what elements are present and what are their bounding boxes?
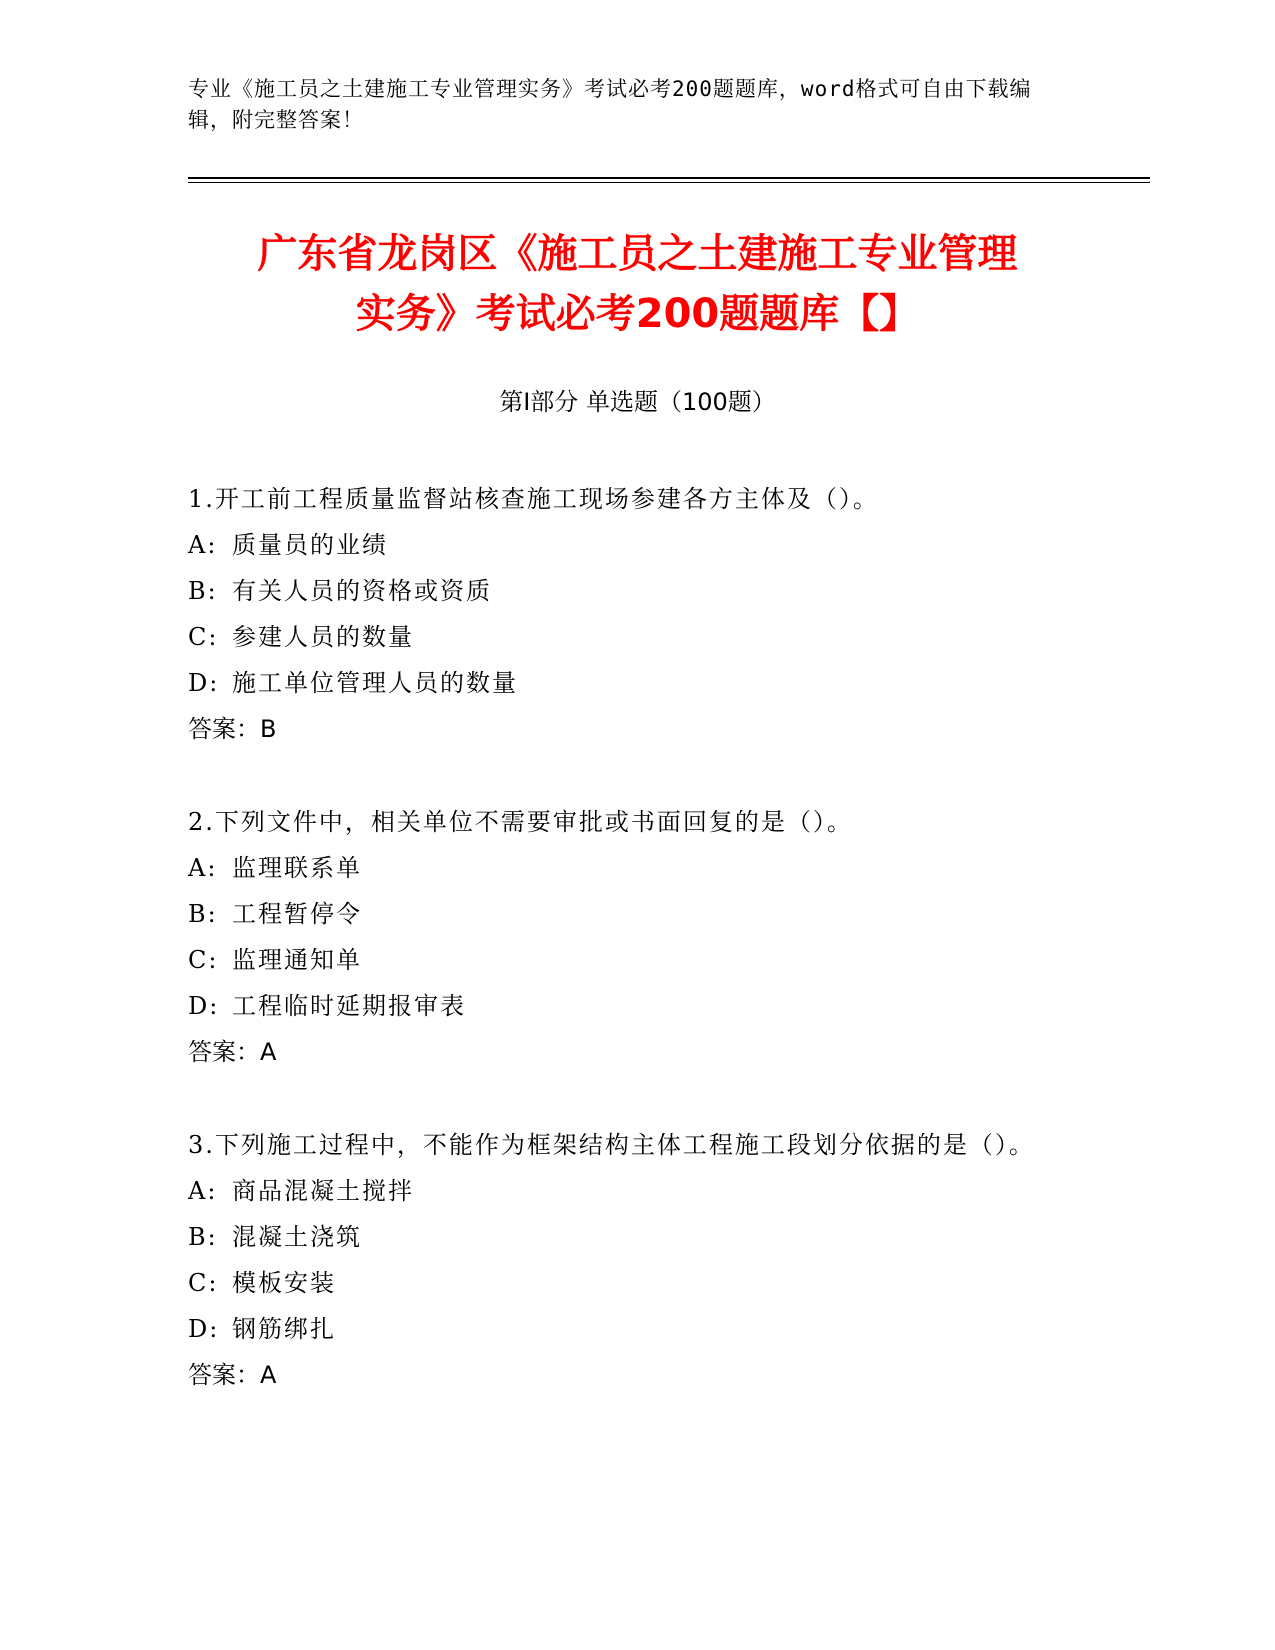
option-key: D:	[188, 992, 220, 1020]
question-stem: 3.下列施工过程中，不能作为框架结构主体工程施工段划分依据的是（）。	[188, 1131, 1035, 1159]
option-a	[188, 1168, 1088, 1214]
option-text: 商品混凝土搅拌	[232, 1177, 414, 1205]
option-a	[188, 845, 1088, 891]
question-stem: 2.下列文件中，相关单位不需要审批或书面回复的是（）。	[188, 808, 853, 836]
option-key: D:	[188, 669, 220, 697]
answer-label: 答案：A	[188, 1361, 277, 1389]
answer-label: 答案：B	[188, 715, 277, 743]
question-2	[188, 799, 1088, 1075]
option-key: B:	[188, 900, 218, 928]
option-text: 有关人员的资格或资质	[232, 577, 492, 605]
option-text: 钢筋绑扎	[232, 1315, 336, 1343]
option-key: A:	[188, 1177, 218, 1205]
header-note: 专业《施工员之土建施工专业管理实务》考试必考200题题库，word格式可自由下载编辑，附完整答案！	[188, 77, 1032, 132]
option-text: 参建人员的数量	[232, 623, 414, 651]
option-key: C:	[188, 1269, 219, 1297]
option-key: A:	[188, 531, 218, 559]
document-title	[150, 224, 1125, 344]
header-divider-thick	[188, 177, 1150, 179]
question-stem: 1.开工前工程质量监督站核查施工现场参建各方主体及（）。	[188, 485, 879, 513]
option-key: C:	[188, 946, 219, 974]
option-key: A:	[188, 854, 218, 882]
answer-label: 答案：A	[188, 1038, 277, 1066]
option-text: 监理通知单	[232, 946, 362, 974]
option-key: B:	[188, 577, 218, 605]
document-title-line-1: 广东省龙岗区《施工员之土建施工专业管理	[257, 231, 1018, 277]
option-c	[188, 614, 1088, 660]
option-d	[188, 983, 1088, 1029]
question-3	[188, 1122, 1088, 1398]
option-key: B:	[188, 1223, 218, 1251]
question-1	[188, 476, 1088, 752]
option-text: 混凝土浇筑	[232, 1223, 362, 1251]
option-text: 工程暂停令	[232, 900, 362, 928]
option-text: 监理联系单	[232, 854, 362, 882]
option-key: D:	[188, 1315, 220, 1343]
option-b	[188, 568, 1088, 614]
section-title: 第I部分 单选题（100题）	[499, 388, 776, 416]
option-d	[188, 660, 1088, 706]
header-divider-thin	[188, 182, 1150, 183]
option-text: 模板安装	[232, 1269, 336, 1297]
option-b	[188, 891, 1088, 937]
option-text: 施工单位管理人员的数量	[232, 669, 518, 697]
option-a	[188, 522, 1088, 568]
option-text: 工程临时延期报审表	[232, 992, 466, 1020]
option-key: C:	[188, 623, 219, 651]
option-b	[188, 1214, 1088, 1260]
option-c	[188, 937, 1088, 983]
document-title-line-2: 实务》考试必考200题题库【】	[355, 291, 920, 337]
question-list	[188, 476, 1088, 1445]
option-c	[188, 1260, 1088, 1306]
option-d	[188, 1306, 1088, 1352]
option-text: 质量员的业绩	[232, 531, 388, 559]
